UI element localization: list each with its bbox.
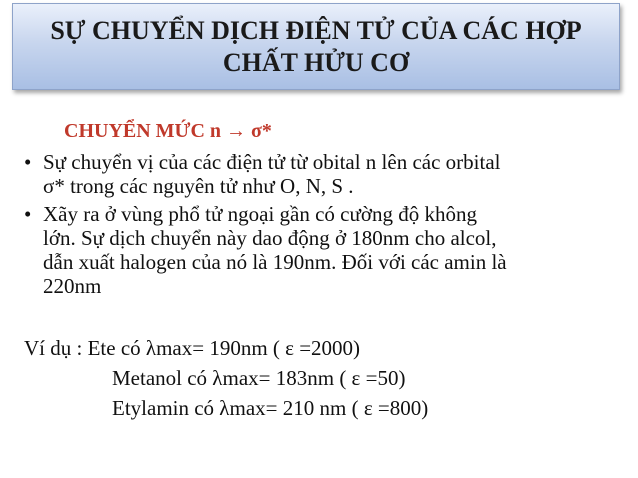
bullet-item [24, 202, 624, 298]
slide-title-line-1: SỰ CHUYỂN DỊCH ĐIỆN TỬ CỦA CÁC HỢP [50, 15, 582, 45]
example-block [24, 333, 428, 423]
bullet-item [24, 150, 624, 198]
slide-title-box [12, 3, 620, 90]
example-line: Etylamin có λmax= 210 nm ( ε =800) [112, 396, 429, 420]
bullet-text-line: lớn. Sự dịch chuyển này dao động ở 180nm cho alcol, [43, 226, 497, 250]
bullet-text-line: dẫn xuất halogen của nó là 190nm. Đối với các amin là [43, 250, 507, 274]
bullet-text-line: Xãy ra ở vùng phổ tử ngoại gần có cường độ không [43, 202, 477, 226]
bullet-marker: • [24, 150, 32, 174]
example-line: Metanol có λmax= 183nm ( ε =50) [112, 366, 406, 390]
bullet-text-line: Sự chuyển vị của các điện tử từ obital n lên các orbital [43, 150, 501, 174]
slide-title-line-2: CHẤT HỬU CƠ [222, 47, 410, 77]
bullet-list [24, 150, 624, 302]
section-subheading: CHUYỂN MỨC n → σ* [64, 120, 272, 142]
bullet-text-line: σ* trong các nguyên tử như O, N, S . [43, 174, 354, 198]
bullet-marker: • [24, 202, 32, 226]
bullet-text-line: 220nm [43, 274, 102, 298]
example-line: Ví dụ : Ete có λmax= 190nm ( ε =2000) [24, 336, 361, 360]
